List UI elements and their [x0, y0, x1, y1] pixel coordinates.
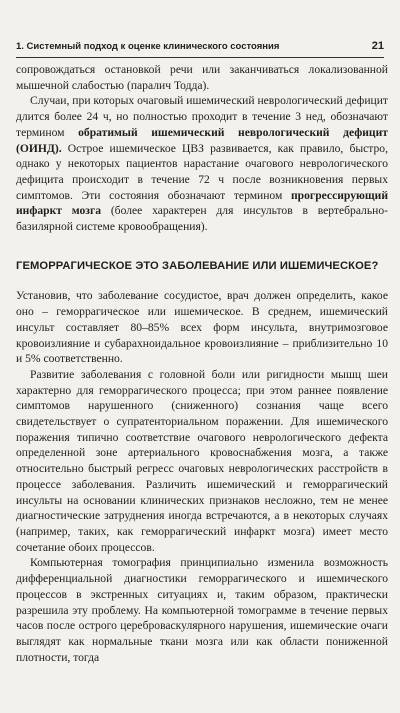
section-heading: ГЕМОРРАГИЧЕСКОЕ ЭТО ЗАБОЛЕВАНИЕ ИЛИ ИШЕМИЧЕСКОЕ? [16, 259, 379, 272]
page-number: 21 [371, 40, 384, 52]
paragraph-oind [16, 93, 388, 234]
page-content [16, 62, 388, 665]
paragraph-clinical: Развитие заболевания с головной боли или ригидности мышц шеи характерно для геморрагического процесса; при этом раннее появление симптомов нарушенного (сниженного) сознания чаще всего свидетельствует о супратенториальном поражении. Для ишемического поражения типично соответствие очагового неврологического дефекта определенной зоне артериального кровоснабжения мозга, а также относительно быстрый регресс очаговых неврологических расстройств в процессе заболевания. Различить ишемический и геморрагический инсульты на основании клинических признаков несложно, тем не менее диагностические затруднения иногда встречаются, а в некоторых случаях (например, таких, как геморрагический инфаркт мозга) имеет место сочетание обоих процессов. [16, 367, 388, 554]
paragraph-ct: Компьютерная томография принципиально изменила возможность дифференциальной диагностики геморрагического и ишемического процессов в экстренных ситуациях и, таким образом, практически разрешила эту проблему. На компьютерной томограмме в течение первых часов после острого цереброваскулярного нарушения, ишемические очаги выглядят как нормальные ткани мозга или как области пониженной плотности, тогда [16, 556, 388, 664]
term-progressive-infarct: прогрессирующий инфаркт мозга [16, 188, 388, 218]
text-run: Острое ишемическое ЦВЗ развивается, как правило, быстро, однако у некоторых пациентов нарастание очагового неврологического дефицита происходит в течение 72 ч после возникновения первых симптомов. Эти состояния обозначают термином [16, 141, 388, 202]
text-run: Случаи, при которых очаговый ишемический неврологический дефицит длится более 24 ч, но полностью проходит в течение 3 нед, обозначают термином [16, 94, 388, 139]
paragraph-continuation: сопровождаться остановкой речи или заканчиваться локализованной мышечной слабостью (паралич Тодда). [16, 63, 388, 92]
running-header [16, 40, 384, 58]
paragraph-intro: Установив, что заболевание сосудистое, врач должен определить, какое оно – геморрагическое или ишемическое. В среднем, ишемический инсульт составляет 80–85% всех форм инсульта, внутримозговое кровоизлияние и субарахноидальное кровоизлияние – приблизительно 10 и 5% соответственно. [16, 289, 388, 366]
chapter-title: 1. Системный подход к оценке клинического состояния [16, 41, 280, 52]
text-run: (более характерен для инсультов в вертебрально-базилярной системе кровообращения). [16, 204, 388, 234]
term-oind: обратимый ишемический неврологический дефицит (ОИНД). [16, 125, 388, 155]
